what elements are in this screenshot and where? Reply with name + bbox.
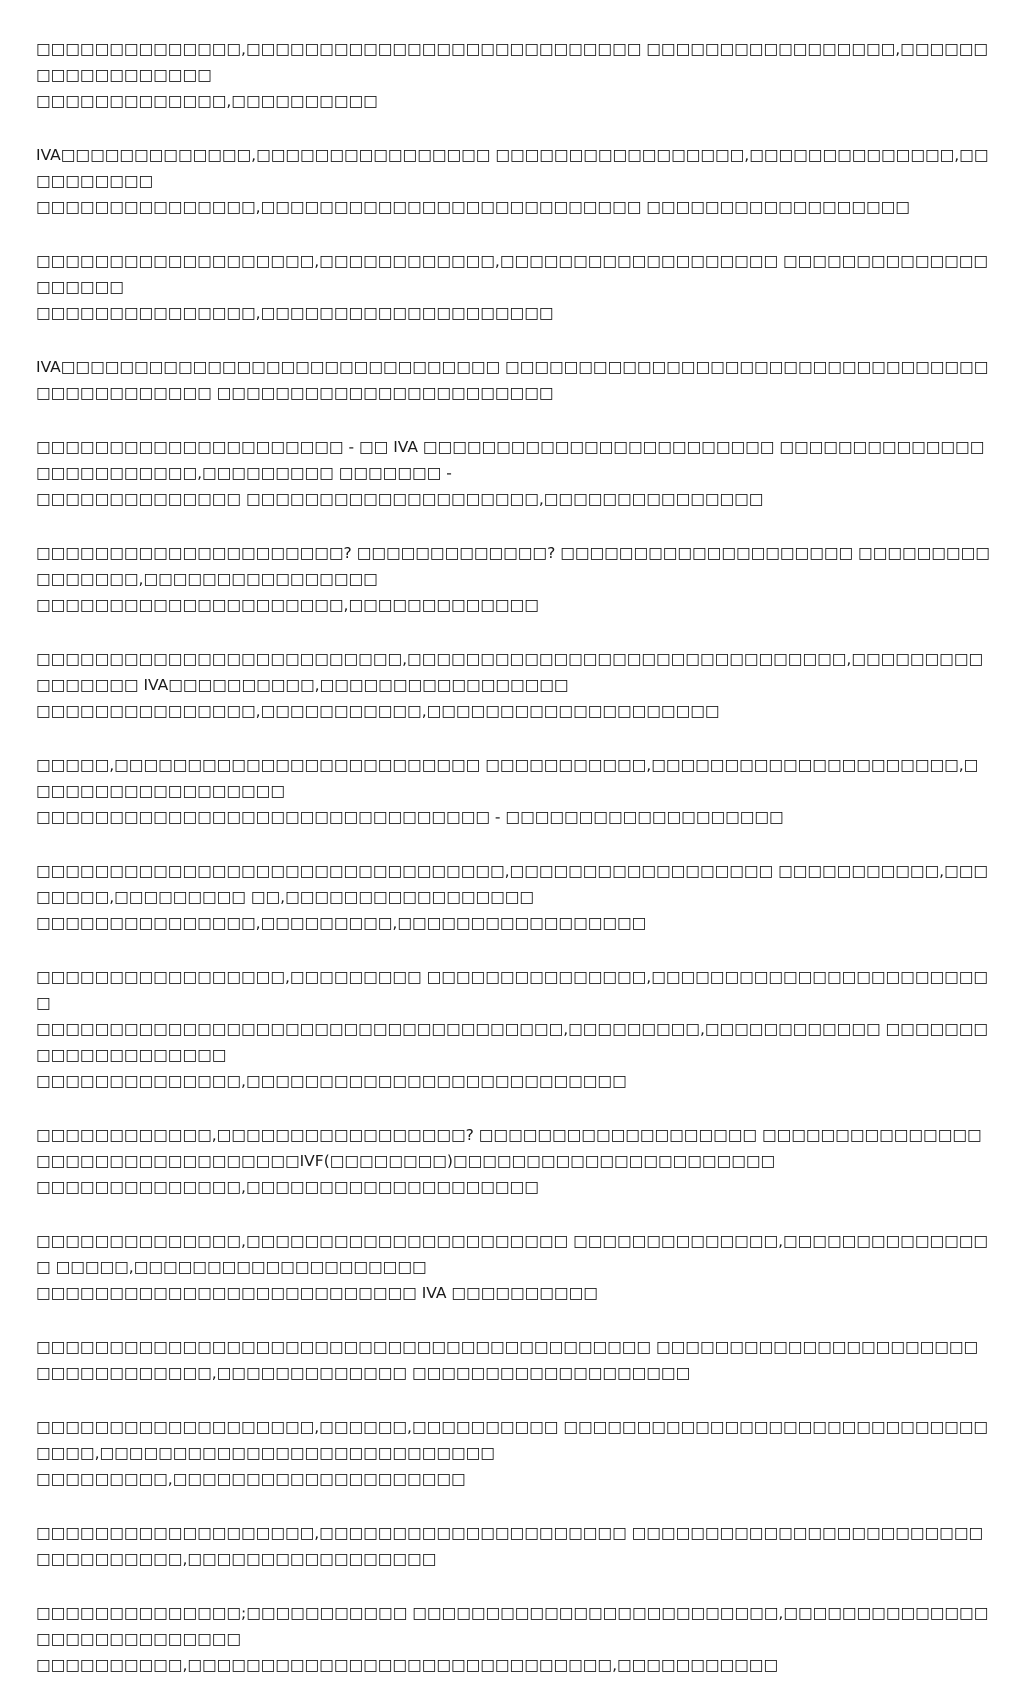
paragraph: IVA□□□□□□□□□□□□□,□□□□□□□□□□□□□□□□ □□□□□□□□□□□□□□□□□,□□□□□□□□□□□□□□,□□□□□□□□□□ □□□□□□□□□□□□□□□,□□□□□□□□□□□□□□□□□□□□□□□□□□ □□□□□□□□□□□□□□□□□□ <box>36 146 989 216</box>
paragraph: □□□□□□□□□□□□□□□□□□□,□□□□□□□□□□□□□□□□□□□□□ □□□□□□□□□□□□□□□□□□□□□□□□□□□□□□□□□□,□□□□□□□□□□□□□□□□□ <box>36 1524 984 1568</box>
paragraph: □□□□□,□□□□□□□□□□□□□□□□□□□□□□□□□ □□□□□□□□□□□,□□□□□□□□□□□□□□□□□□□□□,□□□□□□□□□□□□□□□□□□ □□□□□□□□□□□□□□□□□□□□□□□□□□□□□□□ - □□□□□□□□□□□□□□□□□□□ <box>36 756 979 826</box>
paragraph: □□□□□□□□□□□□□□□□□□□□□□□□□,□□□□□□□□□□□□□□□□□□□□□□□□□□□□□□,□□□□□□□□□□□□□□□□ IVA□□□□□□□□□□,□□□□□□□□□□□□□□□□□ □□□□□□□□□□□□□□□,□□□□□□□□□□□,□□□□□□□□□□□□□□□□□□□□ <box>36 650 984 720</box>
paragraph: □□□□□□□□□□□□□□□□□□□,□□□□□□□□□□□□,□□□□□□□□□□□□□□□□□□□ □□□□□□□□□□□□□□□□□□□□ □□□□□□□□□□□□□□□,□□□□□□□□□□□□□□□□□□□□ <box>36 252 989 322</box>
paragraph: □□□□□□□□□□□□,□□□□□□□□□□□□□□□□□? □□□□□□□□□□□□□□□□□□□ □□□□□□□□□□□□□□□□□□□□□□□□□□□□□□□□□IVF(□□□□□□□□)□□□□□□□□□□□□□□□□□□□□□□ □□□□□□□□□□□□□□,□□□□□□□□□□□□□□□□□□□□ <box>36 1126 982 1196</box>
paragraph: IVA□□□□□□□□□□□□□□□□□□□□□□□□□□□□□□ □□□□□□□□□□□□□□□□□□□□□□□□□□□□□□□□□□□□□□□□□□□□□ □□□□□□□□□□□□□□□□□□□□□□□ <box>36 358 989 402</box>
document-body <box>36 36 991 1706</box>
paragraph: □□□□□□□□□□□□□□,□□□□□□□□□□□□□□□□□□□□□□□□□□□ □□□□□□□□□□□□□□□□□,□□□□□□□□□□□□□□□□□□ □□□□□□□□□□□□□,□□□□□□□□□□ <box>36 40 989 110</box>
paragraph: □□□□□□□□□□□□□□□□□,□□□□□□□□□ □□□□□□□□□□□□□□□,□□□□□□□□□□□□□□□□□□□□□□□□ □□□□□□□□□□□□□□□□□□□□□□□□□□□□□□□□□□□□,□□□□□□□□□,□□□□□□□□□□□□ □□□□□□□□□□□□□□□□□□□□ □□□□□□□□□□□□□□,□□□□□□□□□□□□□□□□□□□□□□□□□□ <box>36 968 989 1090</box>
paragraph: □□□□□□□□□□□□□□□□□□□□□? □□□□□□□□□□□□□? □□□□□□□□□□□□□□□□□□□□ □□□□□□□□□□□□□□□□,□□□□□□□□□□□□□□□□ □□□□□□□□□□□□□□□□□□□□□,□□□□□□□□□□□□□ <box>36 544 990 614</box>
paragraph: □□□□□□□□□□□□□□□□□□□□□□□□□□□□□□□□□□□□□□□□□□ □□□□□□□□□□□□□□□□□□□□□□□□□□□□□□□□□□,□□□□□□□□□□□□□ □□□□□□□□□□□□□□□□□□□ <box>36 1338 979 1382</box>
paragraph: □□□□□□□□□□□□□□;□□□□□□□□□□□ □□□□□□□□□□□□□□□□□□□□□□□□□,□□□□□□□□□□□□□□□□□□□□□□□□□□□□ □□□□□□□□□□,□□□□□□□□□□□□□□□□□□□□□□□□□□□□□,□□□□□□□□□□□ <box>36 1604 989 1674</box>
paragraph: □□□□□□□□□□□□□□□□□□□□□ - □□ IVA □□□□□□□□□□□□□□□□□□□□□□□□ □□□□□□□□□□□□□□□□□□□□□□□□□,□□□□□□□□□ □□□□□□□ - □□□□□□□□□□□□□□ □□□□□□□□□□□□□□□□□□□□,□□□□□□□□□□□□□□□ <box>36 438 985 508</box>
paragraph: □□□□□□□□□□□□□□□□□□□,□□□□□□,□□□□□□□□□□ □□□□□□□□□□□□□□□□□□□□□□□□□□□□□□□□□,□□□□□□□□□□□□□□□□□□□□□□□□□□□ □□□□□□□□□,□□□□□□□□□□□□□□□□□□□□ <box>36 1418 989 1488</box>
paragraph: □□□□□□□□□□□□□□□□□□□□□□□□□□□□□□□□,□□□□□□□□□□□□□□□□□□ □□□□□□□□□□□,□□□□□□□□,□□□□□□□□□ □□,□□□□□□□□□□□□□□□□□ □□□□□□□□□□□□□□□,□□□□□□□□□,□□□□□□□□□□□□□□□□□ <box>36 862 989 932</box>
paragraph: □□□□□□□□□□□□□□,□□□□□□□□□□□□□□□□□□□□□□ □□□□□□□□□□□□□□,□□□□□□□□□□□□□□□ □□□□□,□□□□□□□□□□□□□□□□□□□□ □□□□□□□□□□□□□□□□□□□□□□□□□□ IVA □□□□□□□□□□ <box>36 1232 989 1302</box>
